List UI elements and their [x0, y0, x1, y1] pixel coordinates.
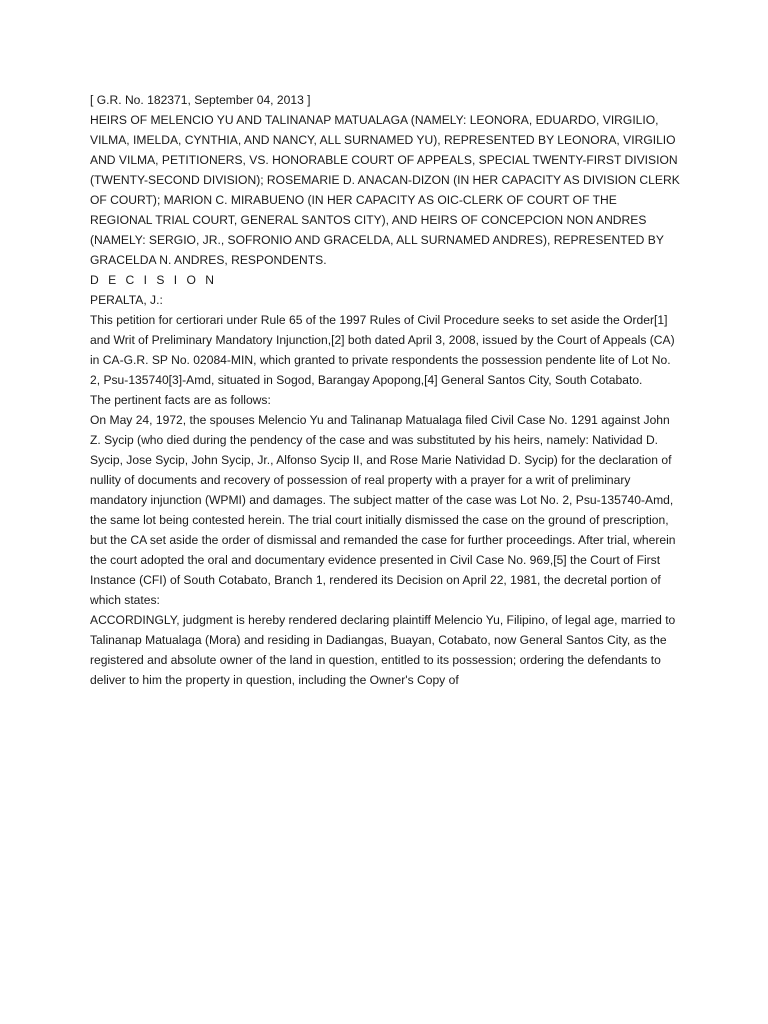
quoted-dispositive-paragraph: ACCORDINGLY, judgment is hereby rendered declaring plaintiff Melencio Yu, Filipino, of legal age, married to Talinanap Matualaga (Mora) and residing in Dadiangas, Buayan, Cotabato, now General Santos City, as the registered and absolute owner of the land in question, entitled to its possession; ordering the defendants to deliver to him the property in question, including the Owner's Copy of	[90, 613, 676, 687]
document-page	[90, 90, 680, 690]
case-citation: [ G.R. No. 182371, September 04, 2013 ]	[90, 93, 311, 107]
body-paragraph: The pertinent facts are as follows:	[90, 393, 271, 407]
body-paragraph: On May 24, 1972, the spouses Melencio Yu and Talinanap Matualaga filed Civil Case No. 1291 against John Z. Sycip (who died during the pendency of the case and was substituted by his heirs, namely: Natividad D. Sycip, Jose Sycip, John Sycip, Jr., Alfonso Sycip II, and Rose Marie Natividad D. Sycip) for the declaration of nullity of documents and recovery of possession of real property with a prayer for a writ of preliminary mandatory injunction (WPMI) and damages. The subject matter of the case was Lot No. 2, Psu-135740-Amd, the same lot being contested herein. The trial court initially dismissed the case on the ground of prescription, but the CA set aside the order of dismissal and remanded the case for further proceedings. After trial, wherein the court adopted the oral and documentary evidence presented in Civil Case No. 969,[5] the Court of First Instance (CFI) of South Cotabato, Branch 1, rendered its Decision on April 22, 1981, the decretal portion of which states:	[90, 413, 676, 607]
body-paragraph: This petition for certiorari under Rule 65 of the 1997 Rules of Civil Procedure seeks to set aside the Order[1] and Writ of Preliminary Mandatory Injunction,[2] both dated April 3, 2008, issued by the Court of Appeals (CA) in CA-G.R. SP No. 02084-MIN, which granted to private respondents the possession pendente lite of Lot No. 2, Psu-135740[3]-Amd, situated in Sogod, Barangay Apopong,[4] General Santos City, South Cotabato.	[90, 313, 675, 387]
decision-heading: D E C I S I O N	[90, 273, 217, 287]
ponente: PERALTA, J.:	[90, 293, 163, 307]
case-parties: HEIRS OF MELENCIO YU AND TALINANAP MATUALAGA (NAMELY: LEONORA, EDUARDO, VIRGILIO, VILMA, IMELDA, CYNTHIA, AND NANCY, ALL SURNAMED YU), REPRESENTED BY LEONORA, VIRGILIO AND VILMA, PETITIONERS, VS. HONORABLE COURT OF APPEALS, SPECIAL TWENTY-FIRST DIVISION (TWENTY-SECOND DIVISION); ROSEMARIE D. ANACAN-DIZON (IN HER CAPACITY AS DIVISION CLERK OF COURT); MARION C. MIRABUENO (IN HER CAPACITY AS OIC-CLERK OF COURT OF THE REGIONAL TRIAL COURT, GENERAL SANTOS CITY), AND HEIRS OF CONCEPCION NON ANDRES (NAMELY: SERGIO, JR., SOFRONIO AND GRACELDA, ALL SURNAMED ANDRES), REPRESENTED BY GRACELDA N. ANDRES, RESPONDENTS.	[90, 113, 680, 267]
